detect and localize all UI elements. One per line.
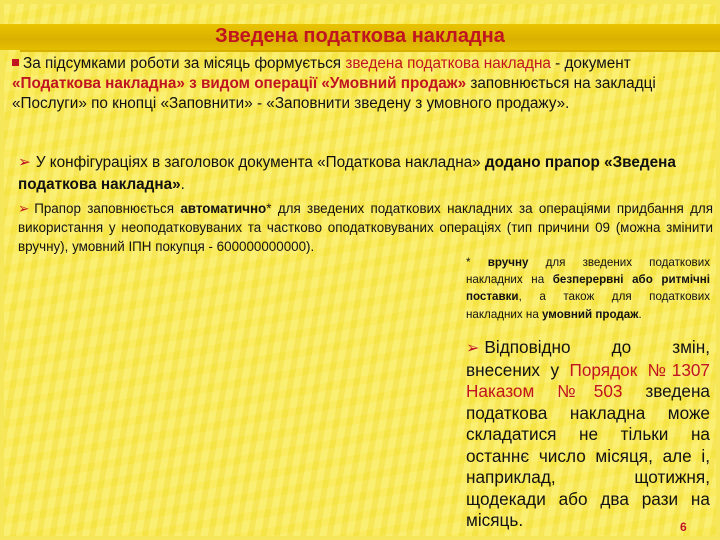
arrow-bullet-icon: ➢ <box>466 340 480 357</box>
p2-text-a: У конфігураціях в заголовок документа «Податкова накладна» <box>35 154 485 171</box>
p3-text-a: Прапор заповнюється <box>34 201 181 216</box>
p4-order-reference: Порядок №1307 Наказом №503 <box>466 359 710 401</box>
arrow-bullet-icon: ➢ <box>18 201 30 216</box>
paragraph-flag-filling <box>18 199 713 256</box>
paragraph-order-changes <box>466 337 710 532</box>
paragraph-summary <box>12 54 712 114</box>
note-conditional-sale: умовний продаж <box>542 307 639 321</box>
footnote-manual <box>466 254 710 323</box>
paragraph-flag-added <box>18 152 714 196</box>
p4-text-b: зведена податкова накладна може складатися не тільки на останнє число місяця, але і, наприклад, щотижня, щодекади або два рази на місяць. <box>466 381 710 530</box>
p2-text-b: . <box>180 176 185 193</box>
note-text-b: для зведених податкових накладних на <box>466 256 710 287</box>
p1-text-a: За підсумками роботи за місяць формується <box>23 55 346 72</box>
note-manual: вручну <box>487 256 529 269</box>
p2-flag-name: додано прапор «Зведена податкова накладна» <box>18 154 676 193</box>
p1-text-b: - документ <box>550 55 631 72</box>
p1-document-type: «Податкова накладна» з видом операції «Умовний продаж» <box>12 75 467 92</box>
page-number: 6 <box>680 520 687 534</box>
note-continuous-supply: безперервні або ритмічні поставки <box>466 273 710 304</box>
note-text-a: * <box>466 256 488 269</box>
slide-title: Зведена податкова накладна <box>215 25 505 47</box>
note-text-c: , а також для податкових накладних на <box>466 290 710 321</box>
p3-automatic: автоматично <box>180 201 267 216</box>
note-text-d: . <box>638 307 642 321</box>
p4-text-a: Відповідно до змін, внесених у <box>466 337 710 380</box>
p3-text-b: * для зведених податкових накладних за операціями придбання для використання у неоподатковуваних та частково оподатковуваних операціях (тип причини 09 (можна змінити вручну), умовний ІПН покупця - 600000000000). <box>18 201 713 254</box>
bullet-square-icon <box>12 59 19 66</box>
p1-text-c: заповнюється на закладці «Послуги» по кнопці «Заповнити» - «Заповнити зведену з умовного продажу». <box>12 75 656 112</box>
p1-highlight: зведена податкова накладна <box>345 55 551 72</box>
arrow-bullet-icon: ➢ <box>18 154 31 171</box>
title-divider <box>20 50 720 52</box>
